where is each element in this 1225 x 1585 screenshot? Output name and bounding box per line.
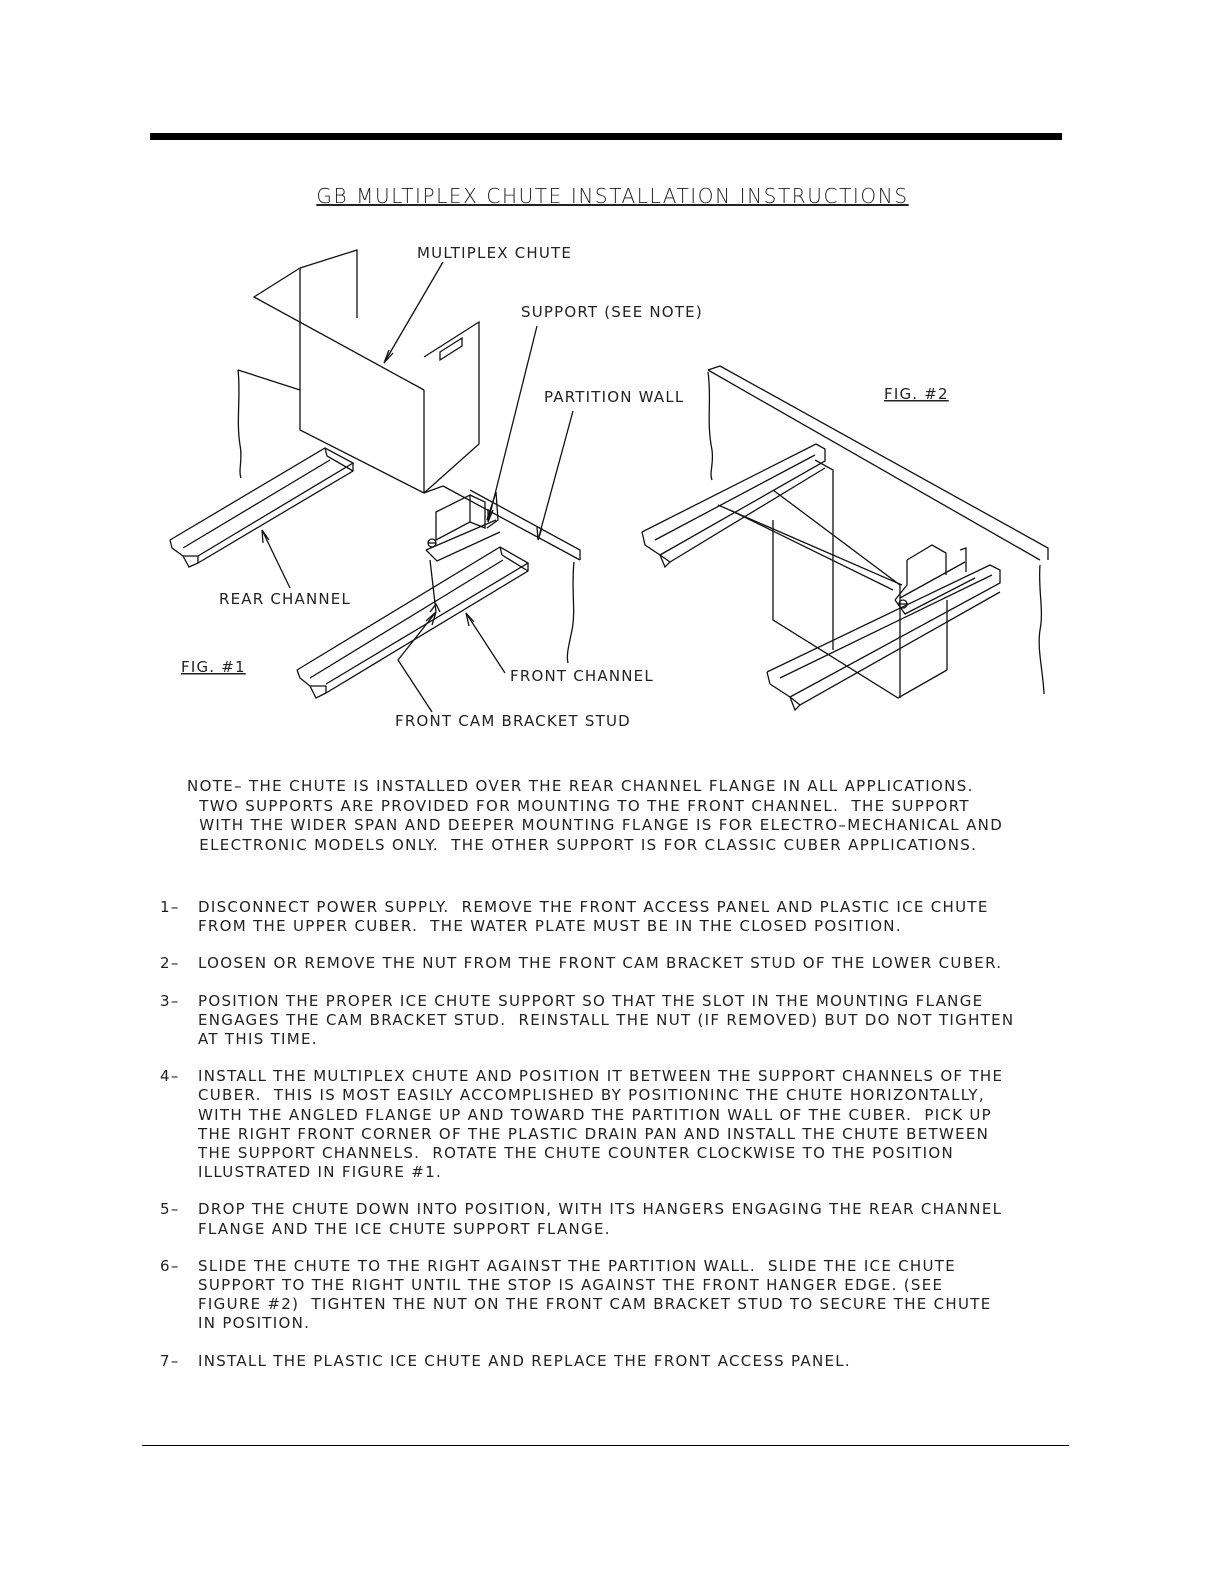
instruction-steps xyxy=(160,898,1060,1389)
note-line: NOTE– THE CHUTE IS INSTALLED OVER THE REAR CHANNEL FLANGE IN ALL APPLICATIONS. xyxy=(187,777,974,795)
label-support: SUPPORT (SEE NOTE) xyxy=(521,303,703,321)
step-number: 2– xyxy=(160,954,180,973)
partition-wall-drawing xyxy=(443,486,580,663)
document-title: GB MULTIPLEX CHUTE INSTALLATION INSTRUCTIONS xyxy=(316,184,909,208)
note-line: TWO SUPPORTS ARE PROVIDED FOR MOUNTING TO THE FRONT CHANNEL. THE SUPPORT xyxy=(187,796,970,815)
step-text: SLIDE THE CHUTE TO THE RIGHT AGAINST THE PARTITION WALL. SLIDE THE ICE CHUTE xyxy=(198,1256,957,1275)
step-6 xyxy=(160,1257,1060,1334)
step-text: LOOSEN OR REMOVE THE NUT FROM THE FRONT CAM BRACKET STUD OF THE LOWER CUBER. xyxy=(198,954,1003,973)
step-number: 5– xyxy=(160,1200,180,1219)
step-1 xyxy=(160,898,1060,936)
step-text: DROP THE CHUTE DOWN INTO POSITION, WITH ITS HANGERS ENGAGING THE REAR CHANNEL xyxy=(198,1200,1003,1219)
step-text: WITH THE ANGLED FLANGE UP AND TOWARD THE PARTITION WALL OF THE CUBER. PICK UP xyxy=(198,1105,993,1124)
figure-2-caption: FIG. #2 xyxy=(884,385,949,403)
step-number: 4– xyxy=(160,1067,180,1086)
step-text: ENGAGES THE CAM BRACKET STUD. REINSTALL THE NUT (IF REMOVED) BUT DO NOT TIGHTEN xyxy=(198,1010,1015,1029)
figure-1-drawing xyxy=(170,250,580,698)
step-3 xyxy=(160,992,1060,1050)
step-text: THE SUPPORT CHANNELS. ROTATE THE CHUTE COUNTER CLOCKWISE TO THE POSITION xyxy=(198,1144,954,1163)
step-2 xyxy=(160,954,1060,973)
label-multiplex-chute: MULTIPLEX CHUTE xyxy=(417,244,573,262)
step-number: 7– xyxy=(160,1351,180,1370)
step-text: IN POSITION. xyxy=(198,1314,311,1333)
step-5 xyxy=(160,1200,1060,1238)
step-text: FLANGE AND THE ICE CHUTE SUPPORT FLANGE. xyxy=(198,1219,611,1238)
step-text: FIGURE #2) TIGHTEN THE NUT ON THE FRONT CAM BRACKET STUD TO SECURE THE CHUTE xyxy=(198,1295,992,1314)
step-text: INSTALL THE MULTIPLEX CHUTE AND POSITION IT BETWEEN THE SUPPORT CHANNELS OF THE xyxy=(198,1067,1004,1086)
step-4 xyxy=(160,1067,1060,1182)
note-line: ELECTRONIC MODELS ONLY. THE OTHER SUPPORT IS FOR CLASSIC CUBER APPLICATIONS. xyxy=(187,835,978,854)
step-text: POSITION THE PROPER ICE CHUTE SUPPORT SO THAT THE SLOT IN THE MOUNTING FLANGE xyxy=(198,991,984,1010)
step-text: FROM THE UPPER CUBER. THE WATER PLATE MUST BE IN THE CLOSED POSITION. xyxy=(198,917,902,936)
figure-1-leaders xyxy=(262,262,573,712)
note-block xyxy=(187,777,1067,855)
multiplex-chute-drawing xyxy=(254,250,479,493)
figure-1-caption: FIG. #1 xyxy=(181,658,246,676)
step-text: SUPPORT TO THE RIGHT UNTIL THE STOP IS AGAINST THE FRONT HANGER EDGE. (SEE xyxy=(198,1276,944,1295)
support-drawing xyxy=(426,492,500,561)
step-text: DISCONNECT POWER SUPPLY. REMOVE THE FRONT ACCESS PANEL AND PLASTIC ICE CHUTE xyxy=(198,898,989,916)
header-rule xyxy=(150,133,1062,140)
rear-channel-drawing xyxy=(170,448,353,567)
step-number: 3– xyxy=(160,991,180,1010)
note-line: WITH THE WIDER SPAN AND DEEPER MOUNTING FLANGE IS FOR ELECTRO–MECHANICAL AND xyxy=(187,816,1004,834)
step-text: CUBER. THIS IS MOST EASILY ACCOMPLISHED BY POSITIONINC THE CHUTE HORIZONTALLY, xyxy=(198,1086,985,1105)
step-text: ILLUSTRATED IN FIGURE #1. xyxy=(198,1163,443,1182)
label-front-cam-bracket-stud: FRONT CAM BRACKET STUD xyxy=(395,712,631,730)
installation-figures xyxy=(0,230,1225,740)
step-text: AT THIS TIME. xyxy=(198,1030,318,1049)
step-text: INSTALL THE PLASTIC ICE CHUTE AND REPLACE THE FRONT ACCESS PANEL. xyxy=(198,1351,851,1370)
label-partition-wall: PARTITION WALL xyxy=(544,388,685,406)
figure-2-drawing xyxy=(642,366,1048,710)
label-front-channel: FRONT CHANNEL xyxy=(510,667,654,685)
front-channel-drawing xyxy=(297,547,528,698)
step-number: 1– xyxy=(160,898,180,916)
step-7 xyxy=(160,1352,1060,1371)
step-number: 6– xyxy=(160,1256,180,1275)
label-rear-channel: REAR CHANNEL xyxy=(219,590,352,608)
step-text: THE RIGHT FRONT CORNER OF THE PLASTIC DRAIN PAN AND INSTALL THE CHUTE BETWEEN xyxy=(198,1124,990,1143)
footer-rule xyxy=(142,1445,1069,1446)
